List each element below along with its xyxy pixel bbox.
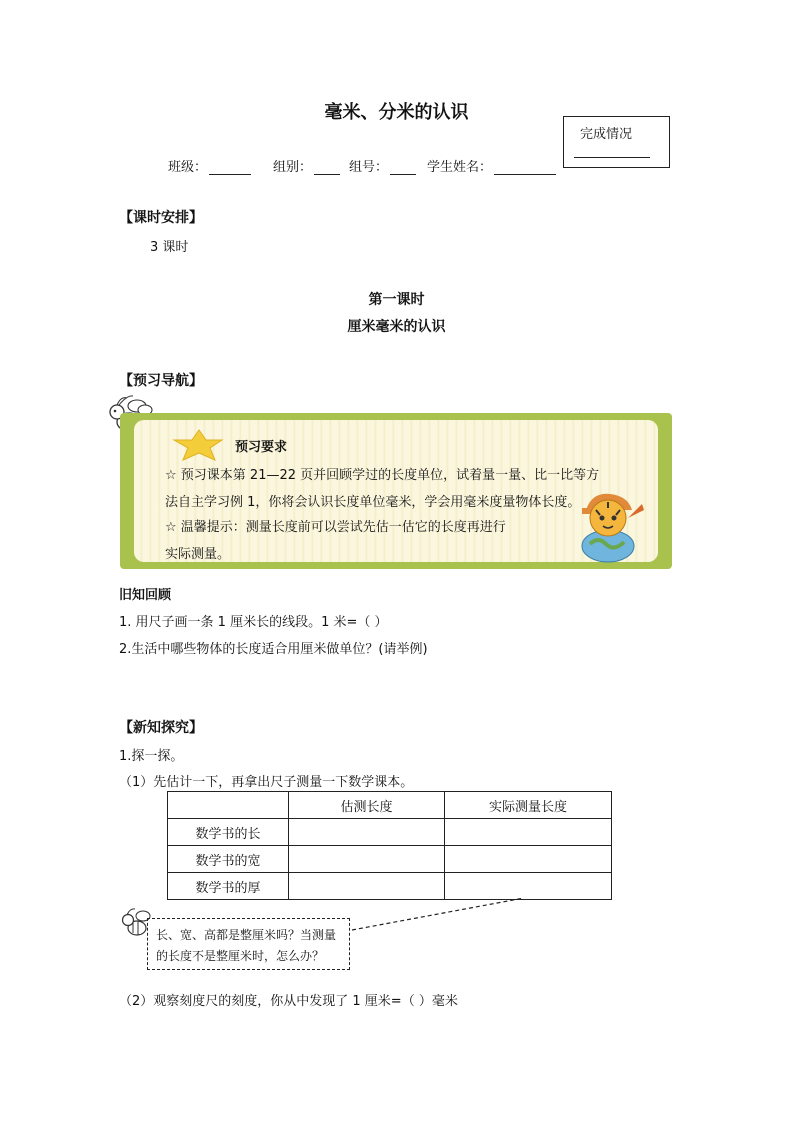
class-label: 班级：	[168, 160, 208, 175]
preview-line-3: ☆ 温馨提示：测量长度前可以尝试先估一估它的长度再进行	[165, 520, 506, 535]
tip-bubble	[147, 918, 350, 970]
page-title: 毫米、分米的认识	[324, 102, 469, 123]
schedule-text: 3 课时	[150, 240, 189, 255]
group-no-field	[349, 156, 416, 175]
completion-status-line	[574, 157, 650, 158]
preview-requirements-title: 预习要求	[235, 440, 288, 455]
tiger-globe-icon	[562, 488, 650, 564]
star-icon	[170, 428, 228, 462]
review-heading: 旧知回顾	[119, 588, 172, 603]
completion-status-label: 完成情况	[580, 127, 633, 142]
review-question-1: 1. 用尺子画一条 1 厘米长的线段。1 米=（ ）	[119, 615, 388, 630]
student-name-label: 学生姓名：	[427, 160, 493, 175]
preview-line-2: 法自主学习例 1，你将会认识长度单位毫米，学会用毫米度量物体长度。	[165, 495, 581, 510]
lesson-name: 厘米毫米的认识	[347, 319, 446, 335]
preview-line-4: 实际测量。	[165, 547, 231, 562]
table-row	[168, 846, 612, 873]
tip-line-2: 的长度不是整厘米时，怎么办？	[156, 949, 325, 963]
completion-status-box	[563, 116, 670, 168]
explore-sub-2: （2）观察刻度尺的刻度，你从中发现了 1 厘米=（ ）毫米	[119, 994, 458, 1009]
table-header-row	[168, 792, 612, 819]
student-name-field	[427, 156, 556, 175]
tip-connector-line	[350, 896, 526, 932]
explore-item-1: 1.探一探。	[119, 749, 184, 764]
table-row-label: 数学书的宽	[168, 846, 289, 873]
group-no-blank[interactable]	[390, 160, 416, 175]
review-question-2: 2.生活中哪些物体的长度适合用厘米做单位？(请举例)	[119, 642, 428, 657]
table-header-cell	[168, 792, 289, 819]
table-cell-actual[interactable]	[445, 819, 612, 846]
explore-sub-1: （1）先估计一下，再拿出尺子测量一下数学课本。	[119, 775, 414, 790]
table-header-cell: 实际测量长度	[445, 792, 612, 819]
lesson-number: 第一课时	[368, 292, 425, 308]
group-no-label: 组号：	[349, 160, 389, 175]
class-blank[interactable]	[209, 160, 251, 175]
table-cell-actual[interactable]	[445, 846, 612, 873]
explore-heading: 【新知探究】	[119, 720, 203, 736]
group-label: 组别：	[273, 160, 313, 175]
table-cell-estimate[interactable]	[289, 846, 445, 873]
group-blank[interactable]	[314, 160, 340, 175]
table-cell-estimate[interactable]	[289, 819, 445, 846]
table-row-label: 数学书的长	[168, 819, 289, 846]
table-header-cell: 估测长度	[289, 792, 445, 819]
table-row-label: 数学书的厚	[168, 873, 289, 900]
preview-line-1: ☆ 预习课本第 21—22 页并回顾学过的长度单位，试着量一量、比一比等方	[165, 468, 600, 483]
student-name-blank[interactable]	[494, 160, 556, 175]
measurement-table	[167, 791, 612, 900]
class-field	[168, 156, 251, 175]
schedule-heading: 【课时安排】	[119, 210, 203, 226]
group-field	[273, 156, 340, 175]
table-row	[168, 819, 612, 846]
preview-heading: 【预习导航】	[119, 373, 203, 389]
tip-line-1: 长、宽、高都是整厘米吗？当测量	[156, 928, 337, 942]
